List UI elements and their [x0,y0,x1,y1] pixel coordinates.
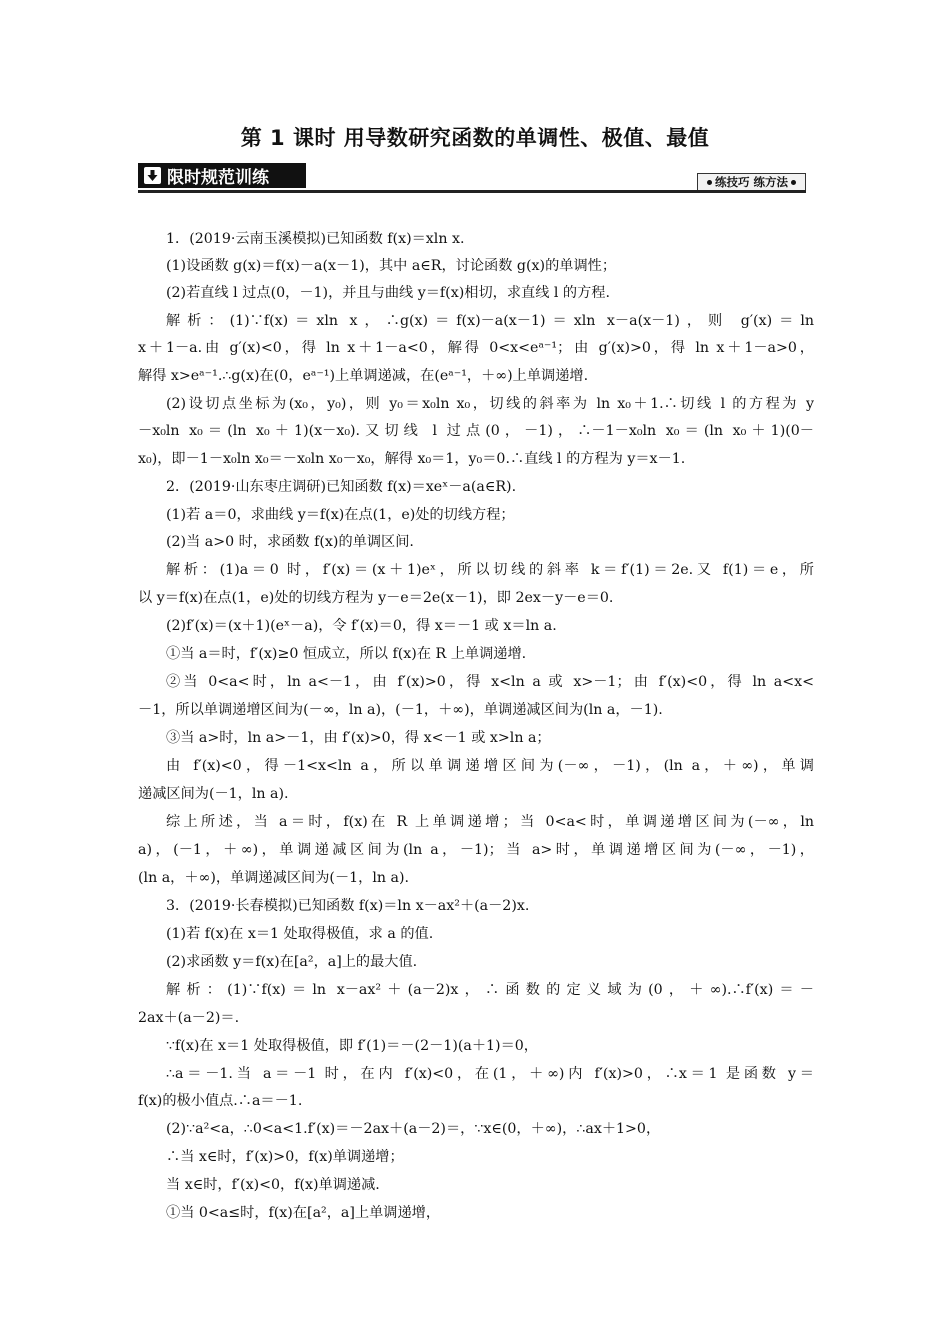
text-line: (2)设切点坐标为(x₀，y₀)，则 y₀＝x₀ln x₀，切线的斜率为 ln x₀＋1.∴切线 l 的方程为 y [166,396,814,412]
text-line: ①当 0<a≤时，f(x)在[a²，a]上单调递增， [166,1205,441,1221]
text-line: (1)若 a＝0，求曲线 y＝f(x)在点(1，e)处的切线方程； [166,507,515,523]
text-line: ③当 a>时，ln a>－1，由 f′(x)>0，得 x<－1 或 x>ln a； [166,730,551,746]
banner-tag [697,173,806,190]
text-line: (ln a，＋∞)，单调递减区间为(－1，ln a). [138,870,410,886]
text-line: (1)设函数 g(x)＝f(x)－a(x－1)，其中 a∈R，讨论函数 g(x)的单调性； [166,258,617,274]
text-line: 由 f′(x)<0，得－1<x<ln a，所以单调递增区间为(－∞，－1)，(ln a，＋∞)，单调 [166,758,814,774]
text-line: ∴a＝－1.当 a＝－1 时，在内 f′(x)<0，在(1，＋∞)内 f′(x)>0，∴x＝1 是函数 y＝ [166,1066,814,1082]
text-line: ②当 0<a<时，ln a<－1，由 f′(x)>0，得 x<ln a 或 x>－1；由 f′(x)<0，得 ln a<x< [166,674,814,690]
text-line: 递减区间为(－1，ln a). [138,786,289,802]
text-line: (2)若直线 l 过点(0，－1)，并且与曲线 y＝f(x)相切，求直线 l 的方程. [166,285,611,301]
text-line: 解析：(1)a＝0 时，f′(x)＝(x＋1)eˣ，所以切线的斜率 k＝f′(1)＝2e.又 f(1)＝e，所 [166,562,814,578]
text-line: a)，(－1，＋∞)，单调递减区间为(ln a，－1)；当 a>时，单调递增区间为(－∞，－1)， [138,842,814,858]
text-line: f(x)的极小值点.∴a＝－1. [138,1093,303,1109]
text-line: (2)∵a²<a，∴0<a<1.f′(x)＝－2ax＋(a－2)＝，∵x∈(0，＋∞)，∴ax＋1>0， [166,1121,661,1137]
text-line: 综上所述，当 a＝时，f(x)在 R 上单调递增；当 0<a<时，单调递增区间为(－∞，ln [166,814,814,830]
text-line: ∴当 x∈时，f′(x)>0，f(x)单调递增； [166,1149,404,1165]
text-line: 1．(2019·云南玉溪模拟)已知函数 f(x)＝xln x. [166,231,465,247]
dot-icon [707,180,712,185]
text-line: ①当 a＝时，f′(x)≥0 恒成立，所以 f(x)在 R 上单调递增. [166,646,527,662]
text-line: ∵f(x)在 x＝1 处取得极值，即 f′(1)＝－(2－1)(a＋1)＝0， [166,1038,538,1054]
text-line: x₀)，即－1－x₀ln x₀＝－x₀ln x₀－x₀，解得 x₀＝1，y₀＝0.∴直线 l 的方程为 y＝x－1. [138,451,686,467]
text-line: (2)求函数 y＝f(x)在[a²，a]上的最大值. [166,954,418,970]
text-line: 3．(2019·长春模拟)已知函数 f(x)＝ln x－ax²＋(a－2)x. [166,898,530,914]
text-line: 解析：(1)∵f(x)＝ln x－ax²＋(a－2)x，∴函数的定义域为(0，＋∞).∴f′(x)＝－ [166,982,814,998]
text-line: 2．(2019·山东枣庄调研)已知函数 f(x)＝xeˣ－a(a∈R). [166,479,517,495]
text-line: 当 x∈时，f′(x)<0，f(x)单调递减. [166,1177,380,1193]
section-banner [138,163,806,193]
banner-label: 限时规范训练 [167,168,269,188]
text-line: (1)若 f(x)在 x＝1 处取得极值，求 a 的值. [166,926,434,942]
banner-tag-text: 练技巧 练方法 [714,175,788,189]
text-line: －1，所以单调递增区间为(－∞，ln a)，(－1，＋∞)，单调递减区间为(ln a，－1). [138,702,663,718]
text-line: (2)f′(x)＝(x＋1)(eˣ－a)，令 f′(x)＝0，得 x＝－1 或 x＝ln a. [166,618,557,634]
text-line: x＋1－a.由 g′(x)<0，得 ln x＋1－a<0，解得 0<x<eᵃ⁻¹；由 g′(x)>0，得 ln x＋1－a>0， [138,340,814,356]
text-line: 解得 x>eᵃ⁻¹.∴g(x)在(0，eᵃ⁻¹)上单调递减，在(eᵃ⁻¹，＋∞)上单调递增. [138,368,589,384]
banner-rule [138,190,806,193]
banner-label-box [138,163,306,188]
text-line: 解析：(1)∵f(x)＝xln x，∴g(x)＝f(x)－a(x－1)＝xln x－a(x－1)，则 g′(x)＝ln [166,313,814,329]
text-line: 以 y＝f(x)在点(1，e)处的切线方程为 y－e＝2e(x－1)，即 2ex－y－e＝0. [138,590,614,606]
text-line: (2)当 a>0 时，求函数 f(x)的单调区间. [166,534,414,550]
page-title: 第 1 课时 用导数研究函数的单调性、极值、最值 [240,126,710,150]
down-arrow-icon [144,167,161,184]
dot-icon [791,180,796,185]
text-line: －x₀ln x₀＝(ln x₀＋1)(x－x₀).又切线 l 过点(0，－1)，∴－1－x₀ln x₀＝(ln x₀＋1)(0－ [138,423,814,439]
text-line: 2ax＋(a－2)＝. [138,1010,240,1026]
